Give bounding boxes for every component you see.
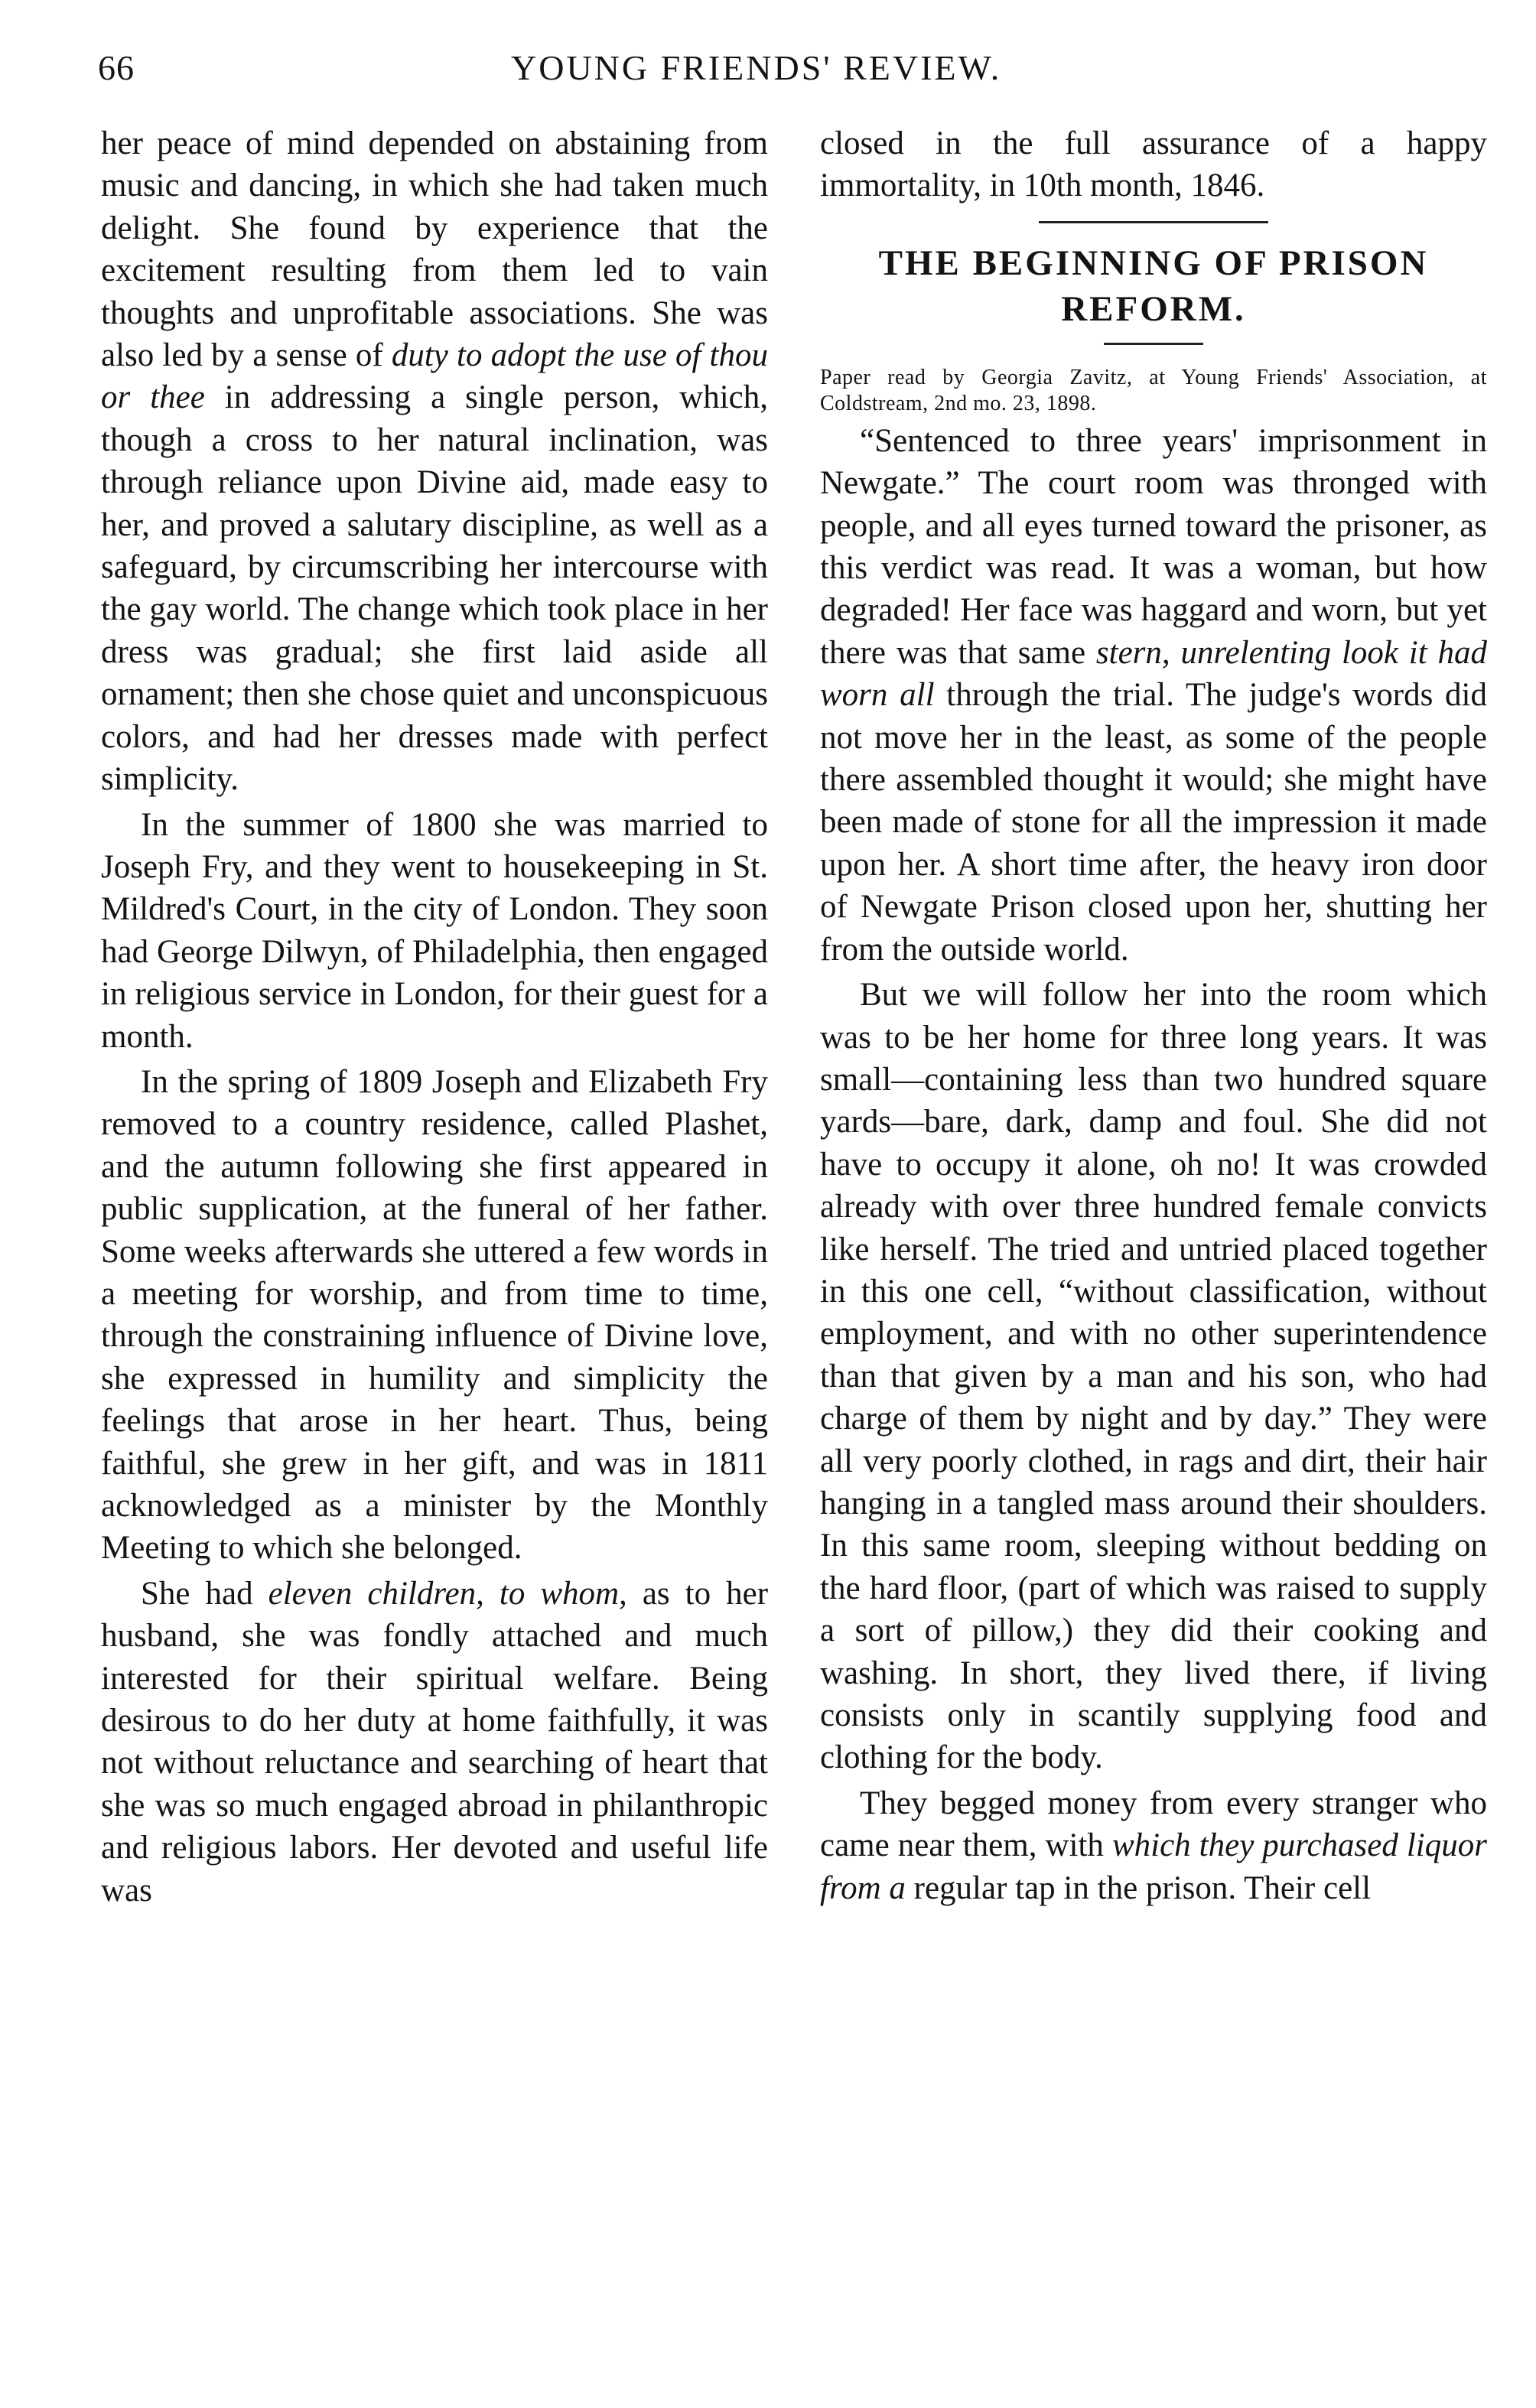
left-p1-text-a: her peace of mind depended on abstaining from music and dancing, in which she had taken much delight. She found by experience that the excitement resulting from them led to vain thoughts and unprofitable associations. She was also led by a sense of: [101, 125, 768, 374]
continuation-paragraph: closed in the full assurance of a happy immortality, in 10th month, 1846.: [820, 125, 1487, 204]
title-divider: [1104, 343, 1203, 345]
right-p3-text-b: regular tap in the prison. Their cell: [905, 1869, 1372, 1906]
right-p1-text-a: “Sentenced to three years' imprisonment in Newgate.” The court room was thronged with people, and all eyes turned toward the prisoner, as this verdict was read. It was a woman, but how degraded! Her face was haggard and worn, but yet there was that same: [820, 422, 1487, 671]
left-p4-text-b: as to her husband, she was fondly attached and much interested for their spiritual welfare. Being desirous to do her duty at home faithfully, it was not without reluctance and searching of heart that she was so much engaged abroad in philanthropic and religious labors. Her devoted and useful life was: [101, 1575, 769, 1909]
article-byline: Paper read by Georgia Zavitz, at Young Friends' Association, at Coldstream, 2nd mo. 23, 1898.: [820, 365, 1487, 415]
section-divider: [1039, 221, 1268, 223]
left-p1-text-b: in addressing a single person, which, though a cross to her natural inclination, was through reliance upon Divine aid, made easy to her, and proved a salutary discipline, as well as a safeguard, by circumscribing her intercourse with the gay world. The change which took place in her dress was gradual; she first laid aside all ornament; then she chose quiet and unconspicuous colors, and had her dresses made with perfect simplicity.: [101, 379, 769, 798]
running-title: YOUNG FRIENDS' REVIEW.: [511, 48, 1002, 87]
left-paragraph-2: In the summer of 1800 she was married to Joseph Fry, and they went to housekeeping in St. Mildred's Court, in the city of London. They soon had George Dilwyn, of Philadelphia, then engaged in religious service in London, for their guest for a month.: [101, 806, 768, 1055]
left-paragraph-3: In the spring of 1809 Joseph and Elizabeth Fry removed to a country residence, called Plashet, and the autumn following she first appeared in public supplication, at the funeral of her father. Some weeks afterwards she uttered a few words in a meeting for worship, and from time to time, through the constraining influence of Divine love, she expressed in humility and simplicity the feelings that arose in her heart. Thus, being faithful, she grew in her gift, and was in 1811 acknowledged as a minister by the Monthly Meeting to which she belonged.: [101, 1063, 768, 1567]
page-header: [98, 47, 1475, 101]
left-p4-italic: eleven children, to whom,: [268, 1575, 627, 1612]
right-paragraph-1: [820, 420, 1487, 971]
left-paragraph-1: [101, 122, 768, 801]
article-title: THE BEGINNING OF PRISON REFORM.: [878, 242, 1429, 329]
left-paragraph-4: [101, 1573, 768, 1912]
left-column: [101, 122, 768, 1912]
right-p3-text-a: They begged money from every stranger who came near them, with: [820, 1785, 1487, 1864]
right-paragraph-2: But we will follow her into the room which was to be her home for three long years. It was small—containing less than two hundred square yards—bare, dark, damp and foul. She did not have to occupy it alone, oh no! It was crowded already with over three hundred female convicts like herself. The tried and untried placed together in this one cell, “without classification, without employment, and with no other superintendence than that given by a man and his son, who had charge of them by night and by day.” They were all very poorly clothed, in rags and dirt, their hair hanging in a tangled mass around their shoulders. In this same room, sleeping without bedding on the hard floor, (part of which was raised to supply a sort of pillow,) they did their cooking and washing. In short, they lived there, if living consists only in scantily supplying food and clothing for the body.: [820, 977, 1487, 1776]
right-column: [820, 122, 1487, 1909]
right-paragraph-3: [820, 1782, 1487, 1909]
right-p1-text-b: through the trial. The judge's words did not move her in the least, as some of the people there assembled thought it would; she might have been made of stone for all the impression it made upon her. A short time after, the heavy iron door of Newgate Prison closed upon her, shutting her from the outside world.: [820, 677, 1487, 968]
right-p3-italic: which they purchased liquor from a: [820, 1827, 1487, 1906]
right-p1-italic: stern, unrelenting look it had worn all: [820, 634, 1487, 714]
left-p4-text-a: She had: [141, 1575, 268, 1612]
left-p1-italic: duty to adopt the use of thou or thee: [101, 337, 769, 416]
page-number: 66: [98, 48, 135, 87]
